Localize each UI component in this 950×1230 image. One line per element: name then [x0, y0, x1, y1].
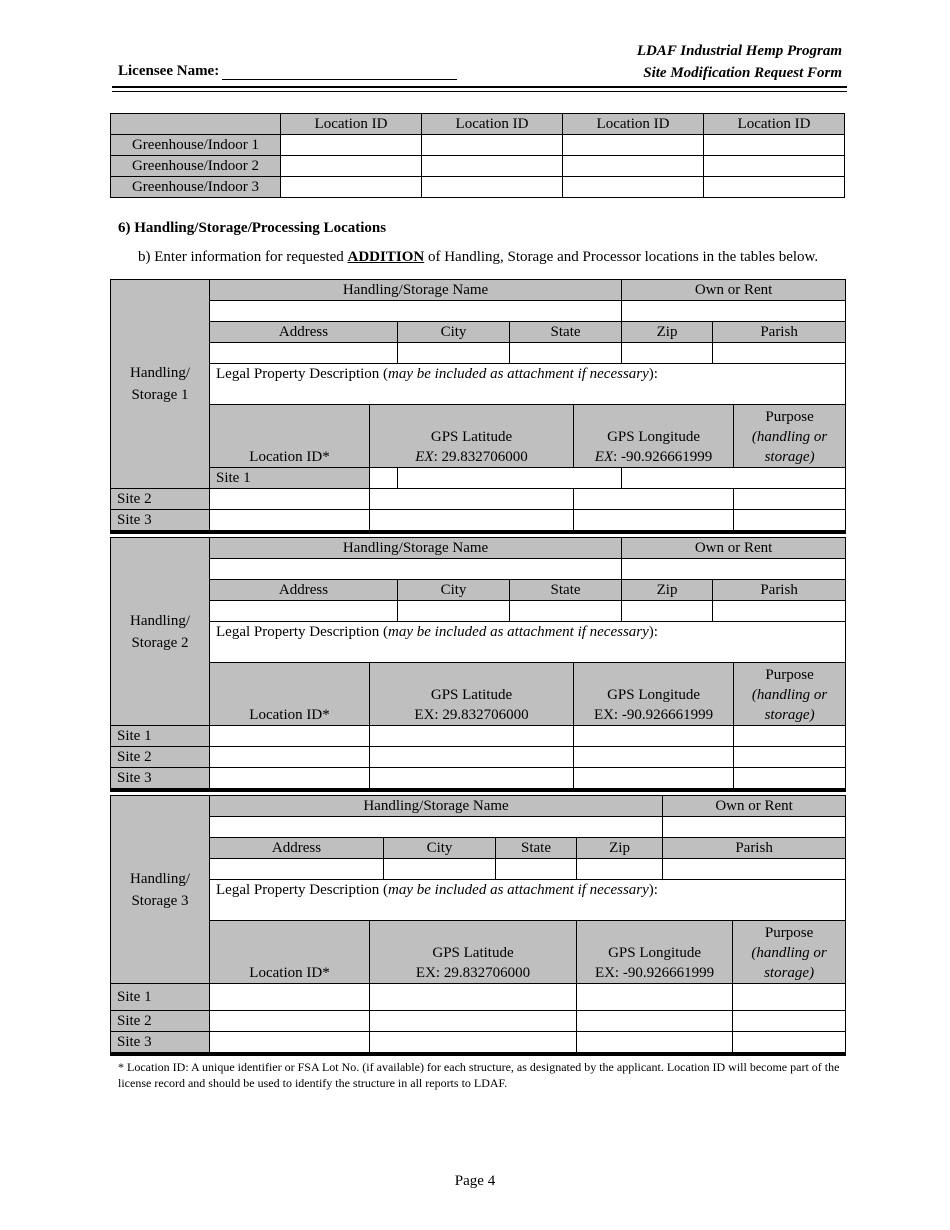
- purpose-hint-1: (handling or: [751, 945, 827, 961]
- gps-latitude-header: [370, 405, 574, 468]
- licensee-name-line[interactable]: [222, 64, 457, 80]
- parish-input[interactable]: [713, 601, 846, 622]
- location-id-input[interactable]: [210, 510, 370, 533]
- hs-name-header: Handling/Storage Name: [210, 796, 663, 817]
- purpose-hint-2: storage): [764, 449, 815, 465]
- address-header: Address: [210, 580, 398, 601]
- parish-header: Parish: [713, 322, 846, 343]
- legal-description-field[interactable]: [210, 622, 846, 663]
- legal-label-suffix: ):: [648, 366, 658, 382]
- gps-lon-label: GPS Longitude: [608, 945, 701, 961]
- own-rent-input[interactable]: [622, 559, 846, 580]
- page-number: Page 4: [454, 1173, 496, 1189]
- site-label: Site 3: [111, 1032, 210, 1055]
- location-id-input[interactable]: [210, 1011, 370, 1032]
- zip-input[interactable]: [622, 343, 713, 364]
- legal-description-field[interactable]: [210, 880, 846, 921]
- block-label-line1: Handling/: [130, 365, 190, 381]
- hs-name-input[interactable]: [210, 817, 663, 838]
- location-id-footnote: * Location ID: A unique identifier or FSA Lot No. (if available) for each structure, as designated by the applicant. Location ID will become part of the license record and should be used to identify the structure in all reports to LDAF.: [118, 1060, 840, 1090]
- site-label: Site 1: [111, 984, 210, 1011]
- gps-lat-input[interactable]: [370, 1032, 577, 1055]
- instr-emphasis: ADDITION: [347, 249, 425, 265]
- state-header: State: [510, 580, 622, 601]
- purpose-input[interactable]: [733, 1032, 846, 1055]
- site-label: Site 3: [111, 510, 210, 533]
- location-id-input[interactable]: [210, 726, 370, 747]
- lat-example: EX: 29.832706000: [414, 707, 529, 723]
- block-label: [111, 280, 210, 489]
- zip-input[interactable]: [577, 859, 663, 880]
- gps-lon-input[interactable]: [574, 747, 734, 768]
- state-input[interactable]: [496, 859, 577, 880]
- location-id-input[interactable]: [210, 747, 370, 768]
- purpose-input[interactable]: [734, 510, 846, 533]
- gps-lat-input[interactable]: [370, 768, 574, 791]
- gps-lat-label: GPS Latitude: [430, 687, 513, 703]
- legal-label-italic: may be included as attachment if necessary: [388, 882, 649, 898]
- zip-header: Zip: [577, 838, 663, 859]
- lat-example: : 29.832706000: [433, 449, 528, 465]
- location-id-input[interactable]: [704, 177, 845, 198]
- zip-header: Zip: [622, 322, 713, 343]
- legal-label: Legal Property Description (: [216, 624, 389, 640]
- lat-example: EX: 29.832706000: [415, 965, 531, 981]
- gps-lat-input[interactable]: [370, 1011, 577, 1032]
- instr-prefix: b) Enter information for requested: [138, 249, 348, 265]
- location-id-header: Location ID: [704, 114, 845, 135]
- location-id-input[interactable]: [210, 768, 370, 791]
- parish-input[interactable]: [663, 859, 846, 880]
- purpose-input[interactable]: [734, 768, 846, 791]
- hs-name-header: Handling/Storage Name: [210, 280, 622, 301]
- own-rent-input[interactable]: [622, 301, 846, 322]
- handling-storage-block-3: [110, 795, 846, 1056]
- city-input[interactable]: [398, 343, 510, 364]
- location-id-header: Location ID*: [210, 921, 370, 984]
- form-title: Site Modification Request Form: [643, 65, 842, 81]
- location-id-input[interactable]: [210, 984, 370, 1011]
- state-input[interactable]: [510, 343, 622, 364]
- gps-latitude-header: [370, 921, 577, 984]
- gps-longitude-header: [577, 921, 733, 984]
- ex-label: EX: [415, 449, 434, 465]
- program-title: LDAF Industrial Hemp Program: [636, 43, 842, 59]
- instr-suffix: of Handling, Storage and Processor locations in the tables below.: [424, 249, 819, 265]
- block-label-line2: Storage 3: [131, 892, 189, 909]
- location-id-input[interactable]: [370, 468, 398, 489]
- greenhouse-row-label: Greenhouse/Indoor 2: [111, 156, 281, 177]
- block-label: [111, 538, 210, 726]
- location-id-input[interactable]: [422, 156, 563, 177]
- own-rent-header: Own or Rent: [622, 538, 846, 559]
- location-id-input[interactable]: [210, 489, 370, 510]
- legal-label-italic: may be included as attachment if necessary: [388, 366, 649, 382]
- legal-label: Legal Property Description (: [216, 366, 389, 382]
- block-label-line2: Storage 1: [131, 387, 189, 403]
- address-header: Address: [210, 838, 384, 859]
- greenhouse-location-table: [110, 113, 845, 198]
- lon-example: EX: -90.926661999: [593, 707, 714, 723]
- city-header: City: [384, 838, 496, 859]
- purpose-input[interactable]: [734, 489, 846, 510]
- gps-lat-label: GPS Latitude: [430, 429, 513, 445]
- block-label: [111, 796, 210, 984]
- gps-lat-input[interactable]: [370, 489, 574, 510]
- parish-header: Parish: [663, 838, 846, 859]
- address-input[interactable]: [210, 859, 384, 880]
- gps-lat-input[interactable]: [370, 510, 574, 533]
- legal-description-field[interactable]: [210, 364, 846, 405]
- ex-label: EX: [594, 449, 614, 465]
- address-header: Address: [210, 322, 398, 343]
- greenhouse-row-label: Greenhouse/Indoor 1: [111, 135, 281, 156]
- legal-label: Legal Property Description (: [216, 882, 389, 898]
- purpose-input[interactable]: [733, 1011, 846, 1032]
- own-rent-header: Own or Rent: [663, 796, 846, 817]
- purpose-hint-1: (handling or: [751, 429, 828, 445]
- location-id-header: Location ID*: [210, 405, 370, 468]
- zip-header: Zip: [622, 580, 713, 601]
- section-instructions: [138, 249, 818, 266]
- city-header: City: [398, 322, 510, 343]
- location-id-input[interactable]: [422, 177, 563, 198]
- location-id-input[interactable]: [422, 135, 563, 156]
- purpose-header: [734, 663, 846, 726]
- site-label: Site 2: [111, 1011, 210, 1032]
- own-rent-input[interactable]: [663, 817, 846, 838]
- purpose-input[interactable]: [733, 984, 846, 1011]
- location-id-input[interactable]: [281, 156, 422, 177]
- gps-longitude-header: [574, 405, 734, 468]
- city-input[interactable]: [398, 601, 510, 622]
- address-input[interactable]: [210, 601, 398, 622]
- location-id-header: Location ID: [563, 114, 704, 135]
- gps-lat-input[interactable]: [398, 468, 622, 489]
- location-id-input[interactable]: [563, 156, 704, 177]
- state-header: State: [510, 322, 622, 343]
- purpose-hint-1: (handling or: [751, 687, 828, 703]
- purpose-input[interactable]: [734, 747, 846, 768]
- form-header: [637, 40, 842, 84]
- purpose-label: Purpose: [765, 409, 814, 425]
- legal-label-suffix: ):: [648, 624, 658, 640]
- hs-name-input[interactable]: [210, 301, 622, 322]
- location-id-input[interactable]: [210, 1032, 370, 1055]
- city-input[interactable]: [384, 859, 496, 880]
- header-rule-thick: [112, 86, 847, 88]
- greenhouse-row-label: Greenhouse/Indoor 3: [111, 177, 281, 198]
- zip-input[interactable]: [622, 601, 713, 622]
- site-label: Site 1: [111, 726, 210, 747]
- gps-lat-label: GPS Latitude: [432, 945, 514, 961]
- purpose-hint-2: storage): [764, 965, 815, 981]
- location-id-input[interactable]: [704, 156, 845, 177]
- gps-lon-input[interactable]: [622, 468, 846, 489]
- block-label-line1: Handling/: [130, 612, 190, 629]
- state-header: State: [496, 838, 577, 859]
- purpose-header: [733, 921, 846, 984]
- licensee-name-field: [118, 63, 457, 80]
- legal-label-suffix: ):: [648, 882, 658, 898]
- purpose-label: Purpose: [764, 925, 814, 941]
- site-label: Site 2: [111, 489, 210, 510]
- gps-lon-label: GPS Longitude: [607, 687, 700, 703]
- gps-longitude-header: [574, 663, 734, 726]
- location-id-input[interactable]: [563, 135, 704, 156]
- city-header: City: [398, 580, 510, 601]
- licensee-label: Licensee Name:: [118, 63, 220, 79]
- block-label-line1: Handling/: [130, 870, 190, 887]
- location-id-header: Location ID: [281, 114, 422, 135]
- gps-lon-input[interactable]: [574, 510, 734, 533]
- parish-input[interactable]: [713, 343, 846, 364]
- handling-storage-block-2: [110, 537, 846, 792]
- gps-lon-label: GPS Longitude: [607, 429, 700, 445]
- corner-cell: [111, 114, 281, 135]
- location-id-input[interactable]: [563, 177, 704, 198]
- gps-latitude-header: [370, 663, 574, 726]
- lon-example: : -90.926661999: [613, 449, 713, 465]
- gps-lon-input[interactable]: [574, 489, 734, 510]
- location-id-header: Location ID*: [210, 663, 370, 726]
- block-label-line2: Storage 2: [131, 634, 189, 651]
- location-id-input[interactable]: [281, 177, 422, 198]
- parish-header: Parish: [713, 580, 846, 601]
- location-id-input[interactable]: [704, 135, 845, 156]
- address-input[interactable]: [210, 343, 398, 364]
- purpose-header: [734, 405, 846, 468]
- handling-storage-block-1: [110, 279, 846, 534]
- state-input[interactable]: [510, 601, 622, 622]
- lon-example: EX: -90.926661999: [594, 965, 715, 981]
- gps-lat-input[interactable]: [370, 726, 574, 747]
- hs-name-input[interactable]: [210, 559, 622, 580]
- location-id-header: Location ID: [422, 114, 563, 135]
- section-title: 6) Handling/Storage/Processing Locations: [118, 220, 387, 236]
- site-label: Site 3: [111, 768, 210, 791]
- gps-lon-input[interactable]: [577, 1032, 733, 1055]
- own-rent-header: Own or Rent: [622, 280, 846, 301]
- location-id-input[interactable]: [281, 135, 422, 156]
- gps-lon-input[interactable]: [574, 726, 734, 747]
- gps-lat-input[interactable]: [370, 747, 574, 768]
- site-label: Site 1: [210, 468, 370, 489]
- site-label: Site 2: [111, 747, 210, 768]
- gps-lat-input[interactable]: [370, 984, 577, 1011]
- gps-lon-input[interactable]: [574, 768, 734, 791]
- header-rule-thin: [112, 91, 847, 92]
- legal-label-italic: may be included as attachment if necessary: [388, 624, 649, 640]
- hs-name-header: Handling/Storage Name: [210, 538, 622, 559]
- purpose-hint-2: storage): [764, 707, 815, 723]
- gps-lon-input[interactable]: [577, 984, 733, 1011]
- purpose-input[interactable]: [734, 726, 846, 747]
- gps-lon-input[interactable]: [577, 1011, 733, 1032]
- purpose-label: Purpose: [765, 667, 814, 683]
